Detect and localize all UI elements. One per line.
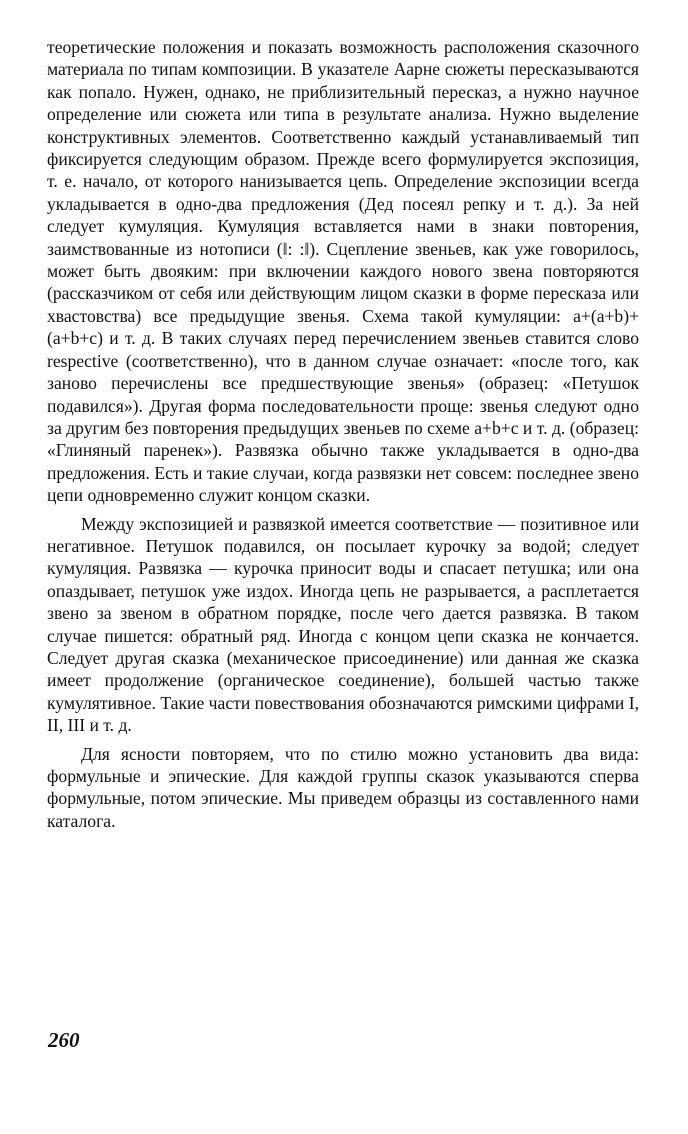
paragraph-3: Для ясности повторяем, что по стилю можно установить два вида: формульные и эпические. Для каждой группы сказок указываются сперва формульные, потом эпические. Мы приведем образцы из составленного нами каталога.	[47, 743, 639, 831]
paragraph-2: Между экспозицией и развязкой имеется соответствие — позитивное или негативное. Петушок подавился, он посылает курочку за водой; следует кумуляция. Развязка — курочка приносит воды и спасает петушка; или она опаздывает, петушок уже издох. Иногда цепь не разрывается, а расплетается звено за звеном в обратном порядке, после чего дается развязка. В таком случае пишется: обратный ряд. Иногда с концом цепи сказка не кончается. Следует другая сказка (механическое присоединение) или данная же сказка имеет продолжение (органическое соединение), большей частью также кумулятивное. Такие части повествования обозначаются римскими цифрами I, II, III и т. д.	[47, 513, 639, 736]
page-body	[47, 36, 639, 832]
page-number: 260	[48, 1028, 80, 1052]
paragraph-1: теоретические положения и показать возможность расположения сказочного материала по типам композиции. В указателе Аарне сюжеты пересказываются как попало. Нужен, однако, не приблизительный пересказ, а нужно научное определение или сюжета или типа в результате анализа. Нужно выделение конструктивных элементов. Соответственно каждый устанавливаемый тип фиксируется следующим образом. Прежде всего формулируется экспозиция, т. е. начало, от которого нанизывается цепь. Определение экспозиции всегда укладывается в одно-два предложения (Дед посеял репку и т. д.). За ней следует кумуляция. Кумуляция вставляется нами в знаки повторения, заимствованные из нотописи (‖: :‖). Сцепление звеньев, как уже говорилось, может быть двояким: при включении каждого нового звена повторяются (рассказчиком от себя или действующим лицом сказки в форме пересказа или хвастовства) все предыдущие звенья. Схема такой кумуляции: a+(a+b)+(a+b+c) и т. д. В таких случаях перед перечислением звеньев ставится слово respective (соответственно), что в данном случае означает: «после того, как заново перечислены все предшествующие звенья» (образец: «Петушок подавился»). Другая форма последовательности проще: звенья следуют одно за другим без повторения предыдущих звеньев по схеме a+b+c и т. д. (образец: «Глиняный паренек»). Развязка обычно также укладывается в одно-два предложения. Есть и такие случаи, когда развязки нет совсем: последнее звено цепи одновременно служит концом сказки.	[47, 37, 639, 506]
